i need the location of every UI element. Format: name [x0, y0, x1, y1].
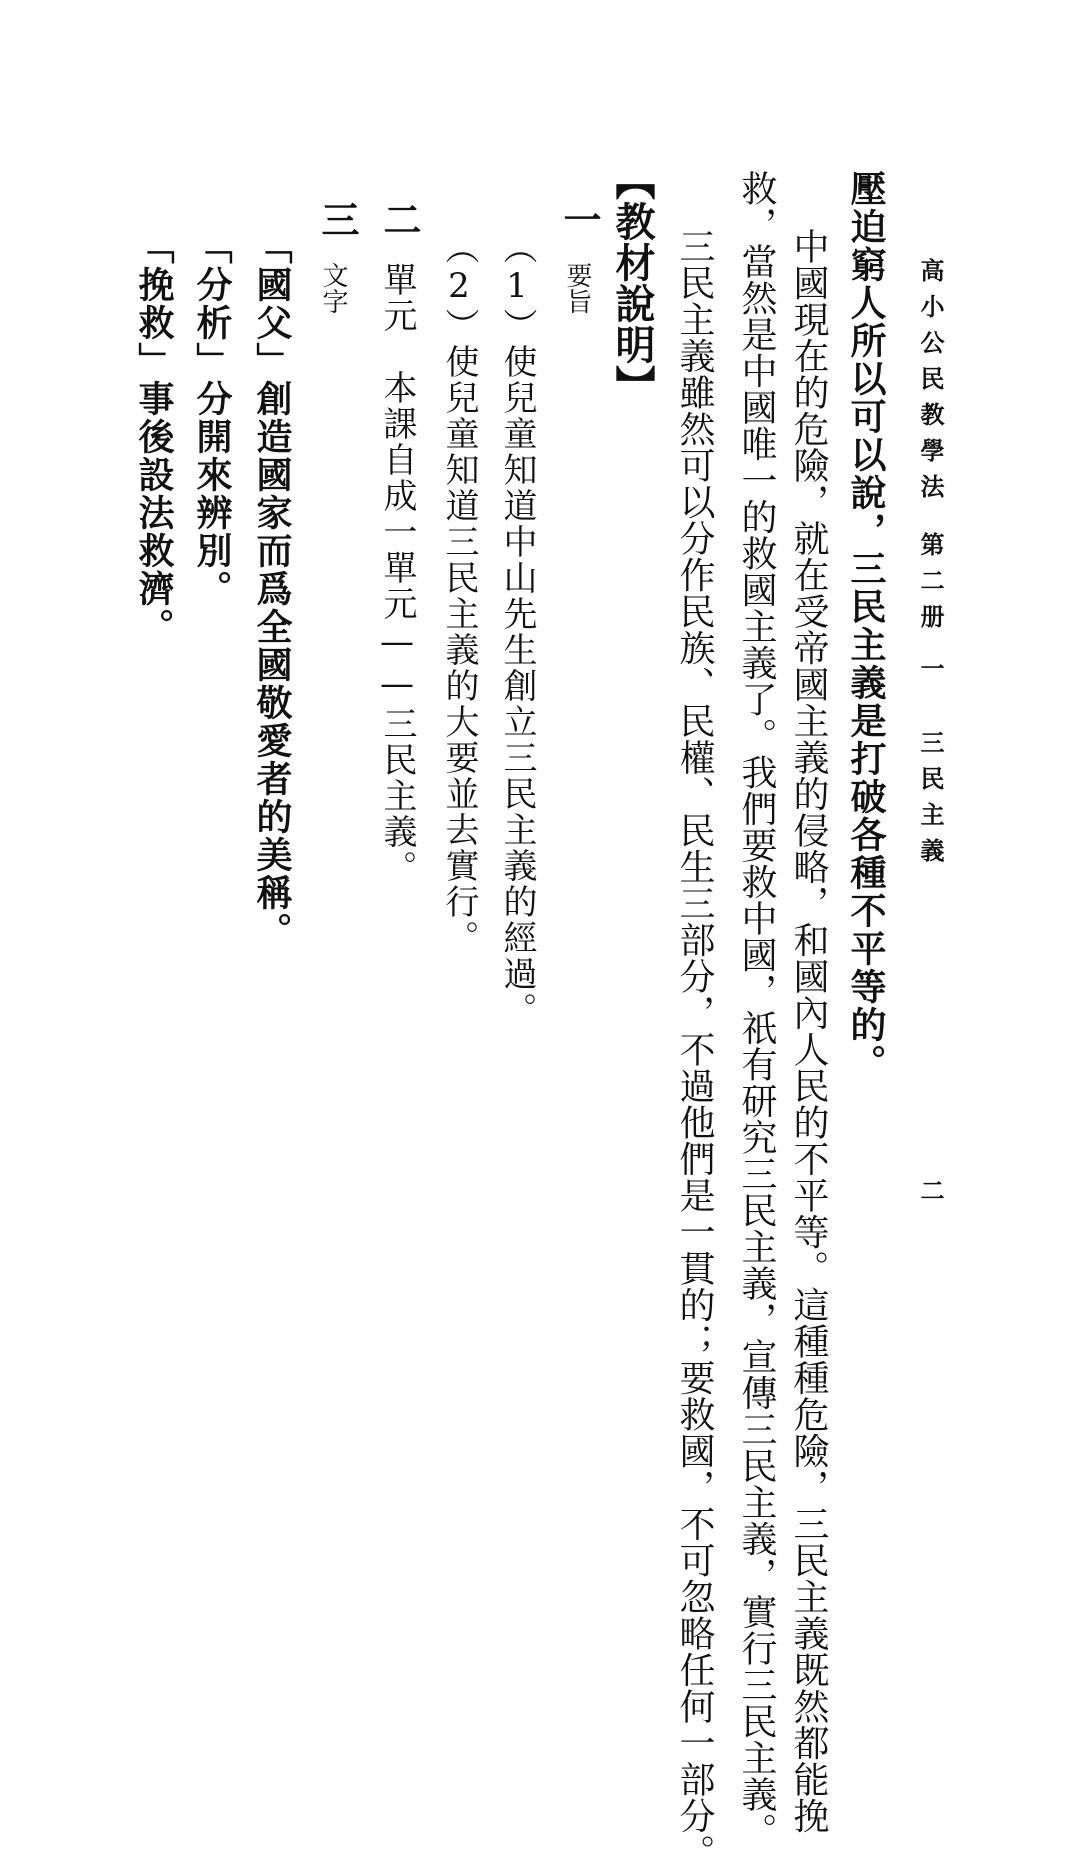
body-para-2-line-1: 中國現在的危險，就在受帝國主義的侵略，和國內人民的不平等。這種種危險，三民主義既然都能挽 — [788, 228, 829, 1834]
running-title: 高小公民教學法 — [916, 258, 945, 510]
body-para-1: 壓迫窮人所以可以說，三民主義是打破各種不平等的。 — [845, 170, 887, 1082]
section-1-title: 要旨 — [562, 262, 592, 314]
lesson-number: 一 — [916, 656, 945, 692]
body-para-3: 三民主義雖然可以分作民族、民權、民生三部分，不過他們是一貫的；要救國，不可忽略任何一部分。 — [674, 228, 715, 1871]
section-3-item-1: 「國父」創造國家而爲全國敬愛者的美稱。 — [251, 228, 293, 950]
section-2-numeral: 二 — [377, 200, 422, 238]
section-3-item-2: 「分析」分開來辨別。 — [191, 228, 233, 608]
section-1-item-2: （2）使兒童知道三民主義的大要並去實行。 — [439, 230, 479, 956]
section-3-numeral: 三 — [315, 200, 360, 238]
page-number: 二 — [916, 1178, 945, 1214]
section-2-text: 單元 本課自成一單元——三民主義。 — [377, 262, 417, 886]
body-para-2-line-2: 救，當然是中國唯一的救國主義了。我們要救中國，祇有研究三民主義，宣傳三民主義，實行三民主義。 — [736, 170, 777, 1849]
section-1-numeral: 一 — [557, 200, 602, 238]
lesson-title: 三民主義 — [916, 730, 945, 874]
volume-label: 第二册 — [916, 532, 945, 640]
section-3-item-3: 「挽救」事後設法救濟。 — [133, 228, 175, 646]
materials-heading: 【教材說明】 — [609, 160, 656, 406]
section-1-item-1: （1）使兒童知道中山先生創立三民主義的經過。 — [497, 230, 537, 1028]
section-3-title: 文字 — [318, 262, 348, 314]
